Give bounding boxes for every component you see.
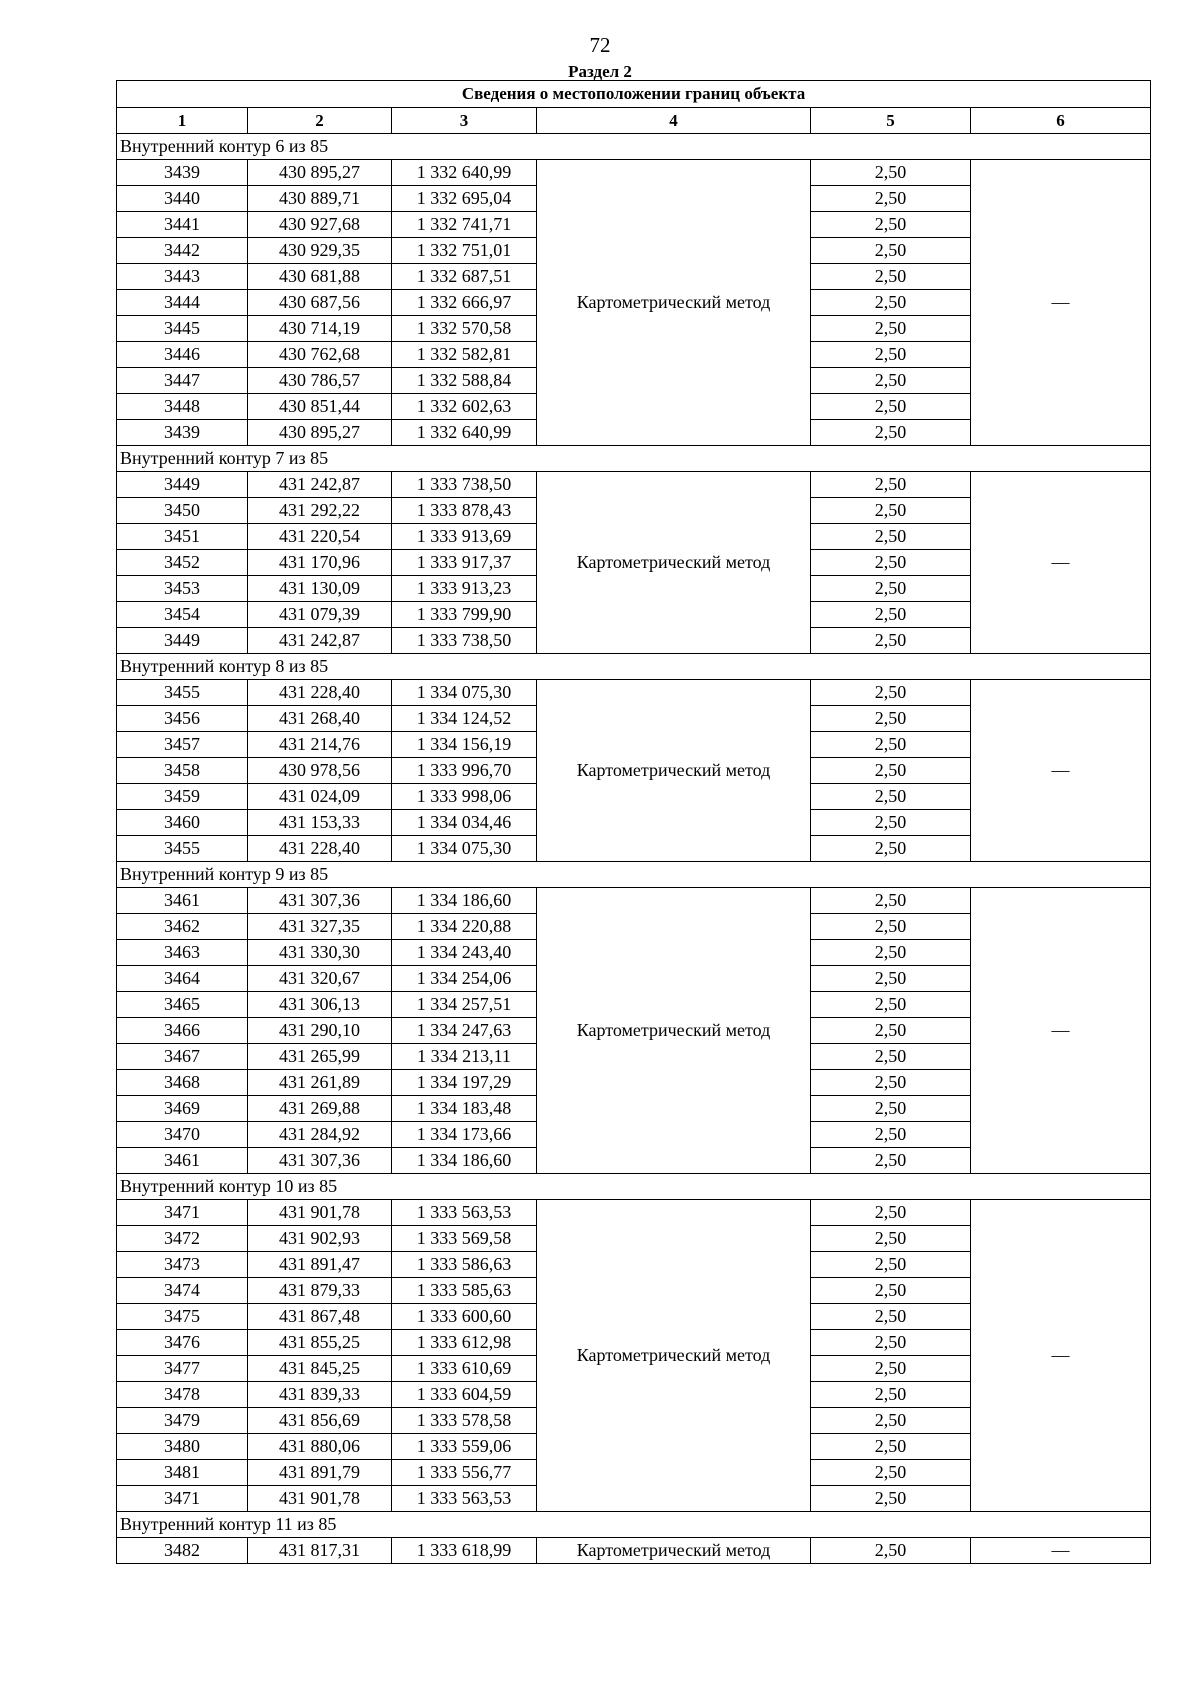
- accuracy-cell: 2,50: [811, 628, 971, 654]
- y-coordinate-cell: 1 333 799,90: [392, 602, 537, 628]
- accuracy-cell: 2,50: [811, 784, 971, 810]
- contour-label: Внутренний контур 6 из 85: [117, 134, 1151, 160]
- accuracy-cell: 2,50: [811, 680, 971, 706]
- x-coordinate-cell: 430 681,88: [248, 264, 392, 290]
- x-coordinate-cell: 431 214,76: [248, 732, 392, 758]
- point-number-cell: 3453: [117, 576, 248, 602]
- accuracy-cell: 2,50: [811, 1538, 971, 1564]
- y-coordinate-cell: 1 333 559,06: [392, 1434, 537, 1460]
- table-head: [117, 81, 1151, 134]
- column-header-5: 5: [811, 108, 971, 134]
- point-number-cell: 3457: [117, 732, 248, 758]
- point-number-cell: 3451: [117, 524, 248, 550]
- table-row: [117, 472, 1151, 498]
- y-coordinate-cell: 1 333 913,23: [392, 576, 537, 602]
- y-coordinate-cell: 1 333 913,69: [392, 524, 537, 550]
- y-coordinate-cell: 1 334 254,06: [392, 966, 537, 992]
- point-number-cell: 3459: [117, 784, 248, 810]
- y-coordinate-cell: 1 334 173,66: [392, 1122, 537, 1148]
- y-coordinate-cell: 1 333 612,98: [392, 1330, 537, 1356]
- method-cell: Картометрический метод: [537, 160, 811, 446]
- accuracy-cell: 2,50: [811, 1096, 971, 1122]
- section-title: Раздел 2: [568, 62, 632, 81]
- accuracy-cell: 2,50: [811, 524, 971, 550]
- y-coordinate-cell: 1 332 640,99: [392, 160, 537, 186]
- y-coordinate-cell: 1 333 618,99: [392, 1538, 537, 1564]
- point-number-cell: 3470: [117, 1122, 248, 1148]
- point-number-cell: 3477: [117, 1356, 248, 1382]
- accuracy-cell: 2,50: [811, 1408, 971, 1434]
- x-coordinate-cell: 431 292,22: [248, 498, 392, 524]
- y-coordinate-cell: 1 334 156,19: [392, 732, 537, 758]
- table-row: [117, 1200, 1151, 1226]
- x-coordinate-cell: 430 895,27: [248, 160, 392, 186]
- point-number-cell: 3478: [117, 1382, 248, 1408]
- y-coordinate-cell: 1 332 687,51: [392, 264, 537, 290]
- y-coordinate-cell: 1 332 588,84: [392, 368, 537, 394]
- page-number: 72: [589, 33, 611, 57]
- x-coordinate-cell: 430 929,35: [248, 238, 392, 264]
- y-coordinate-cell: 1 332 666,97: [392, 290, 537, 316]
- x-coordinate-cell: 431 170,96: [248, 550, 392, 576]
- x-coordinate-cell: 430 786,57: [248, 368, 392, 394]
- point-number-cell: 3476: [117, 1330, 248, 1356]
- point-number-cell: 3469: [117, 1096, 248, 1122]
- accuracy-cell: 2,50: [811, 290, 971, 316]
- column-header-1: 1: [117, 108, 248, 134]
- point-number-cell: 3448: [117, 394, 248, 420]
- y-coordinate-cell: 1 333 998,06: [392, 784, 537, 810]
- x-coordinate-cell: 431 268,40: [248, 706, 392, 732]
- y-coordinate-cell: 1 333 556,77: [392, 1460, 537, 1486]
- y-coordinate-cell: 1 333 578,58: [392, 1408, 537, 1434]
- accuracy-cell: 2,50: [811, 472, 971, 498]
- y-coordinate-cell: 1 333 563,53: [392, 1486, 537, 1512]
- x-coordinate-cell: 430 978,56: [248, 758, 392, 784]
- contour-label: Внутренний контур 11 из 85: [117, 1512, 1151, 1538]
- accuracy-cell: 2,50: [811, 706, 971, 732]
- x-coordinate-cell: 430 851,44: [248, 394, 392, 420]
- accuracy-cell: 2,50: [811, 1278, 971, 1304]
- x-coordinate-cell: 430 762,68: [248, 342, 392, 368]
- x-coordinate-cell: 431 901,78: [248, 1200, 392, 1226]
- x-coordinate-cell: 431 839,33: [248, 1382, 392, 1408]
- x-coordinate-cell: 430 895,27: [248, 420, 392, 446]
- x-coordinate-cell: 431 817,31: [248, 1538, 392, 1564]
- accuracy-cell: 2,50: [811, 316, 971, 342]
- x-coordinate-cell: 430 927,68: [248, 212, 392, 238]
- x-coordinate-cell: 431 845,25: [248, 1356, 392, 1382]
- y-coordinate-cell: 1 334 075,30: [392, 680, 537, 706]
- column-6-cell: —: [971, 472, 1151, 654]
- method-cell: Картометрический метод: [537, 888, 811, 1174]
- accuracy-cell: 2,50: [811, 810, 971, 836]
- point-number-cell: 3468: [117, 1070, 248, 1096]
- x-coordinate-cell: 431 856,69: [248, 1408, 392, 1434]
- point-number-cell: 3481: [117, 1460, 248, 1486]
- accuracy-cell: 2,50: [811, 1356, 971, 1382]
- point-number-cell: 3450: [117, 498, 248, 524]
- point-number-cell: 3444: [117, 290, 248, 316]
- x-coordinate-cell: 431 242,87: [248, 628, 392, 654]
- x-coordinate-cell: 431 290,10: [248, 1018, 392, 1044]
- accuracy-cell: 2,50: [811, 1122, 971, 1148]
- method-cell: Картометрический метод: [537, 1200, 811, 1512]
- y-coordinate-cell: 1 333 600,60: [392, 1304, 537, 1330]
- y-coordinate-cell: 1 334 186,60: [392, 888, 537, 914]
- y-coordinate-cell: 1 333 917,37: [392, 550, 537, 576]
- y-coordinate-cell: 1 334 075,30: [392, 836, 537, 862]
- x-coordinate-cell: 431 330,30: [248, 940, 392, 966]
- accuracy-cell: 2,50: [811, 758, 971, 784]
- point-number-cell: 3461: [117, 1148, 248, 1174]
- x-coordinate-cell: 431 242,87: [248, 472, 392, 498]
- point-number-cell: 3460: [117, 810, 248, 836]
- y-coordinate-cell: 1 332 602,63: [392, 394, 537, 420]
- x-coordinate-cell: 431 320,67: [248, 966, 392, 992]
- point-number-cell: 3479: [117, 1408, 248, 1434]
- y-coordinate-cell: 1 334 034,46: [392, 810, 537, 836]
- accuracy-cell: 2,50: [811, 1070, 971, 1096]
- y-coordinate-cell: 1 334 183,48: [392, 1096, 537, 1122]
- x-coordinate-cell: 431 327,35: [248, 914, 392, 940]
- y-coordinate-cell: 1 333 610,69: [392, 1356, 537, 1382]
- point-number-cell: 3461: [117, 888, 248, 914]
- y-coordinate-cell: 1 333 586,63: [392, 1252, 537, 1278]
- point-number-cell: 3452: [117, 550, 248, 576]
- x-coordinate-cell: 431 228,40: [248, 836, 392, 862]
- accuracy-cell: 2,50: [811, 1226, 971, 1252]
- y-coordinate-cell: 1 333 738,50: [392, 472, 537, 498]
- column-6-cell: —: [971, 1538, 1151, 1564]
- x-coordinate-cell: 431 261,89: [248, 1070, 392, 1096]
- method-cell: Картометрический метод: [537, 680, 811, 862]
- table-row: [117, 888, 1151, 914]
- x-coordinate-cell: 431 855,25: [248, 1330, 392, 1356]
- accuracy-cell: 2,50: [811, 1018, 971, 1044]
- table-caption: Сведения о местоположении границ объекта: [117, 81, 1151, 108]
- point-number-cell: 3449: [117, 472, 248, 498]
- point-number-cell: 3455: [117, 680, 248, 706]
- column-header-6: 6: [971, 108, 1151, 134]
- point-number-cell: 3446: [117, 342, 248, 368]
- x-coordinate-cell: 431 307,36: [248, 888, 392, 914]
- method-cell: Картометрический метод: [537, 1538, 811, 1564]
- accuracy-cell: 2,50: [811, 1382, 971, 1408]
- y-coordinate-cell: 1 332 695,04: [392, 186, 537, 212]
- accuracy-cell: 2,50: [811, 1252, 971, 1278]
- x-coordinate-cell: 431 901,78: [248, 1486, 392, 1512]
- y-coordinate-cell: 1 332 570,58: [392, 316, 537, 342]
- accuracy-cell: 2,50: [811, 576, 971, 602]
- y-coordinate-cell: 1 334 197,29: [392, 1070, 537, 1096]
- point-number-cell: 3471: [117, 1486, 248, 1512]
- x-coordinate-cell: 431 306,13: [248, 992, 392, 1018]
- point-number-cell: 3475: [117, 1304, 248, 1330]
- point-number-cell: 3442: [117, 238, 248, 264]
- y-coordinate-cell: 1 334 124,52: [392, 706, 537, 732]
- x-coordinate-cell: 431 891,79: [248, 1460, 392, 1486]
- table-row: [117, 680, 1151, 706]
- accuracy-cell: 2,50: [811, 420, 971, 446]
- accuracy-cell: 2,50: [811, 1330, 971, 1356]
- column-header-4: 4: [537, 108, 811, 134]
- column-header-2: 2: [248, 108, 392, 134]
- accuracy-cell: 2,50: [811, 1486, 971, 1512]
- point-number-cell: 3471: [117, 1200, 248, 1226]
- accuracy-cell: 2,50: [811, 368, 971, 394]
- accuracy-cell: 2,50: [811, 264, 971, 290]
- x-coordinate-cell: 430 889,71: [248, 186, 392, 212]
- point-number-cell: 3443: [117, 264, 248, 290]
- x-coordinate-cell: 431 220,54: [248, 524, 392, 550]
- column-header-row: [117, 108, 1151, 134]
- accuracy-cell: 2,50: [811, 1460, 971, 1486]
- accuracy-cell: 2,50: [811, 1044, 971, 1070]
- accuracy-cell: 2,50: [811, 992, 971, 1018]
- y-coordinate-cell: 1 334 247,63: [392, 1018, 537, 1044]
- boundary-coordinates-table: [116, 80, 1151, 1564]
- accuracy-cell: 2,50: [811, 836, 971, 862]
- contour-header-row: [117, 1174, 1151, 1200]
- x-coordinate-cell: 431 228,40: [248, 680, 392, 706]
- accuracy-cell: 2,50: [811, 1148, 971, 1174]
- x-coordinate-cell: 431 891,47: [248, 1252, 392, 1278]
- y-coordinate-cell: 1 332 640,99: [392, 420, 537, 446]
- x-coordinate-cell: 431 867,48: [248, 1304, 392, 1330]
- y-coordinate-cell: 1 334 213,11: [392, 1044, 537, 1070]
- table-row: [117, 1538, 1151, 1564]
- contour-label: Внутренний контур 10 из 85: [117, 1174, 1151, 1200]
- y-coordinate-cell: 1 333 563,53: [392, 1200, 537, 1226]
- point-number-cell: 3445: [117, 316, 248, 342]
- contour-label: Внутренний контур 8 из 85: [117, 654, 1151, 680]
- accuracy-cell: 2,50: [811, 550, 971, 576]
- point-number-cell: 3449: [117, 628, 248, 654]
- y-coordinate-cell: 1 334 186,60: [392, 1148, 537, 1174]
- point-number-cell: 3440: [117, 186, 248, 212]
- point-number-cell: 3465: [117, 992, 248, 1018]
- y-coordinate-cell: 1 332 582,81: [392, 342, 537, 368]
- contour-label: Внутренний контур 9 из 85: [117, 862, 1151, 888]
- point-number-cell: 3472: [117, 1226, 248, 1252]
- point-number-cell: 3462: [117, 914, 248, 940]
- y-coordinate-cell: 1 334 257,51: [392, 992, 537, 1018]
- point-number-cell: 3480: [117, 1434, 248, 1460]
- accuracy-cell: 2,50: [811, 1304, 971, 1330]
- accuracy-cell: 2,50: [811, 394, 971, 420]
- x-coordinate-cell: 431 130,09: [248, 576, 392, 602]
- accuracy-cell: 2,50: [811, 342, 971, 368]
- accuracy-cell: 2,50: [811, 940, 971, 966]
- point-number-cell: 3447: [117, 368, 248, 394]
- accuracy-cell: 2,50: [811, 498, 971, 524]
- point-number-cell: 3466: [117, 1018, 248, 1044]
- accuracy-cell: 2,50: [811, 966, 971, 992]
- point-number-cell: 3439: [117, 420, 248, 446]
- y-coordinate-cell: 1 334 220,88: [392, 914, 537, 940]
- accuracy-cell: 2,50: [811, 914, 971, 940]
- point-number-cell: 3474: [117, 1278, 248, 1304]
- column-6-cell: —: [971, 160, 1151, 446]
- y-coordinate-cell: 1 333 878,43: [392, 498, 537, 524]
- x-coordinate-cell: 431 153,33: [248, 810, 392, 836]
- point-number-cell: 3454: [117, 602, 248, 628]
- column-header-3: 3: [392, 108, 537, 134]
- contour-label: Внутренний контур 7 из 85: [117, 446, 1151, 472]
- method-cell: Картометрический метод: [537, 472, 811, 654]
- point-number-cell: 3456: [117, 706, 248, 732]
- accuracy-cell: 2,50: [811, 160, 971, 186]
- column-6-cell: —: [971, 1200, 1151, 1512]
- accuracy-cell: 2,50: [811, 212, 971, 238]
- y-coordinate-cell: 1 333 604,59: [392, 1382, 537, 1408]
- contour-header-row: [117, 134, 1151, 160]
- y-coordinate-cell: 1 333 569,58: [392, 1226, 537, 1252]
- column-6-cell: —: [971, 680, 1151, 862]
- point-number-cell: 3473: [117, 1252, 248, 1278]
- x-coordinate-cell: 430 687,56: [248, 290, 392, 316]
- x-coordinate-cell: 431 265,99: [248, 1044, 392, 1070]
- accuracy-cell: 2,50: [811, 888, 971, 914]
- accuracy-cell: 2,50: [811, 732, 971, 758]
- point-number-cell: 3464: [117, 966, 248, 992]
- contour-header-row: [117, 1512, 1151, 1538]
- y-coordinate-cell: 1 332 741,71: [392, 212, 537, 238]
- y-coordinate-cell: 1 333 585,63: [392, 1278, 537, 1304]
- accuracy-cell: 2,50: [811, 1434, 971, 1460]
- accuracy-cell: 2,50: [811, 1200, 971, 1226]
- column-6-cell: —: [971, 888, 1151, 1174]
- contour-header-row: [117, 862, 1151, 888]
- point-number-cell: 3482: [117, 1538, 248, 1564]
- table-body: [117, 134, 1151, 1564]
- contour-header-row: [117, 446, 1151, 472]
- x-coordinate-cell: 431 269,88: [248, 1096, 392, 1122]
- point-number-cell: 3439: [117, 160, 248, 186]
- x-coordinate-cell: 431 880,06: [248, 1434, 392, 1460]
- y-coordinate-cell: 1 333 996,70: [392, 758, 537, 784]
- point-number-cell: 3441: [117, 212, 248, 238]
- point-number-cell: 3467: [117, 1044, 248, 1070]
- contour-header-row: [117, 654, 1151, 680]
- x-coordinate-cell: 431 284,92: [248, 1122, 392, 1148]
- accuracy-cell: 2,50: [811, 186, 971, 212]
- accuracy-cell: 2,50: [811, 238, 971, 264]
- point-number-cell: 3455: [117, 836, 248, 862]
- table-row: [117, 160, 1151, 186]
- x-coordinate-cell: 430 714,19: [248, 316, 392, 342]
- y-coordinate-cell: 1 332 751,01: [392, 238, 537, 264]
- point-number-cell: 3458: [117, 758, 248, 784]
- point-number-cell: 3463: [117, 940, 248, 966]
- x-coordinate-cell: 431 079,39: [248, 602, 392, 628]
- x-coordinate-cell: 431 024,09: [248, 784, 392, 810]
- accuracy-cell: 2,50: [811, 602, 971, 628]
- x-coordinate-cell: 431 307,36: [248, 1148, 392, 1174]
- y-coordinate-cell: 1 334 243,40: [392, 940, 537, 966]
- y-coordinate-cell: 1 333 738,50: [392, 628, 537, 654]
- x-coordinate-cell: 431 902,93: [248, 1226, 392, 1252]
- x-coordinate-cell: 431 879,33: [248, 1278, 392, 1304]
